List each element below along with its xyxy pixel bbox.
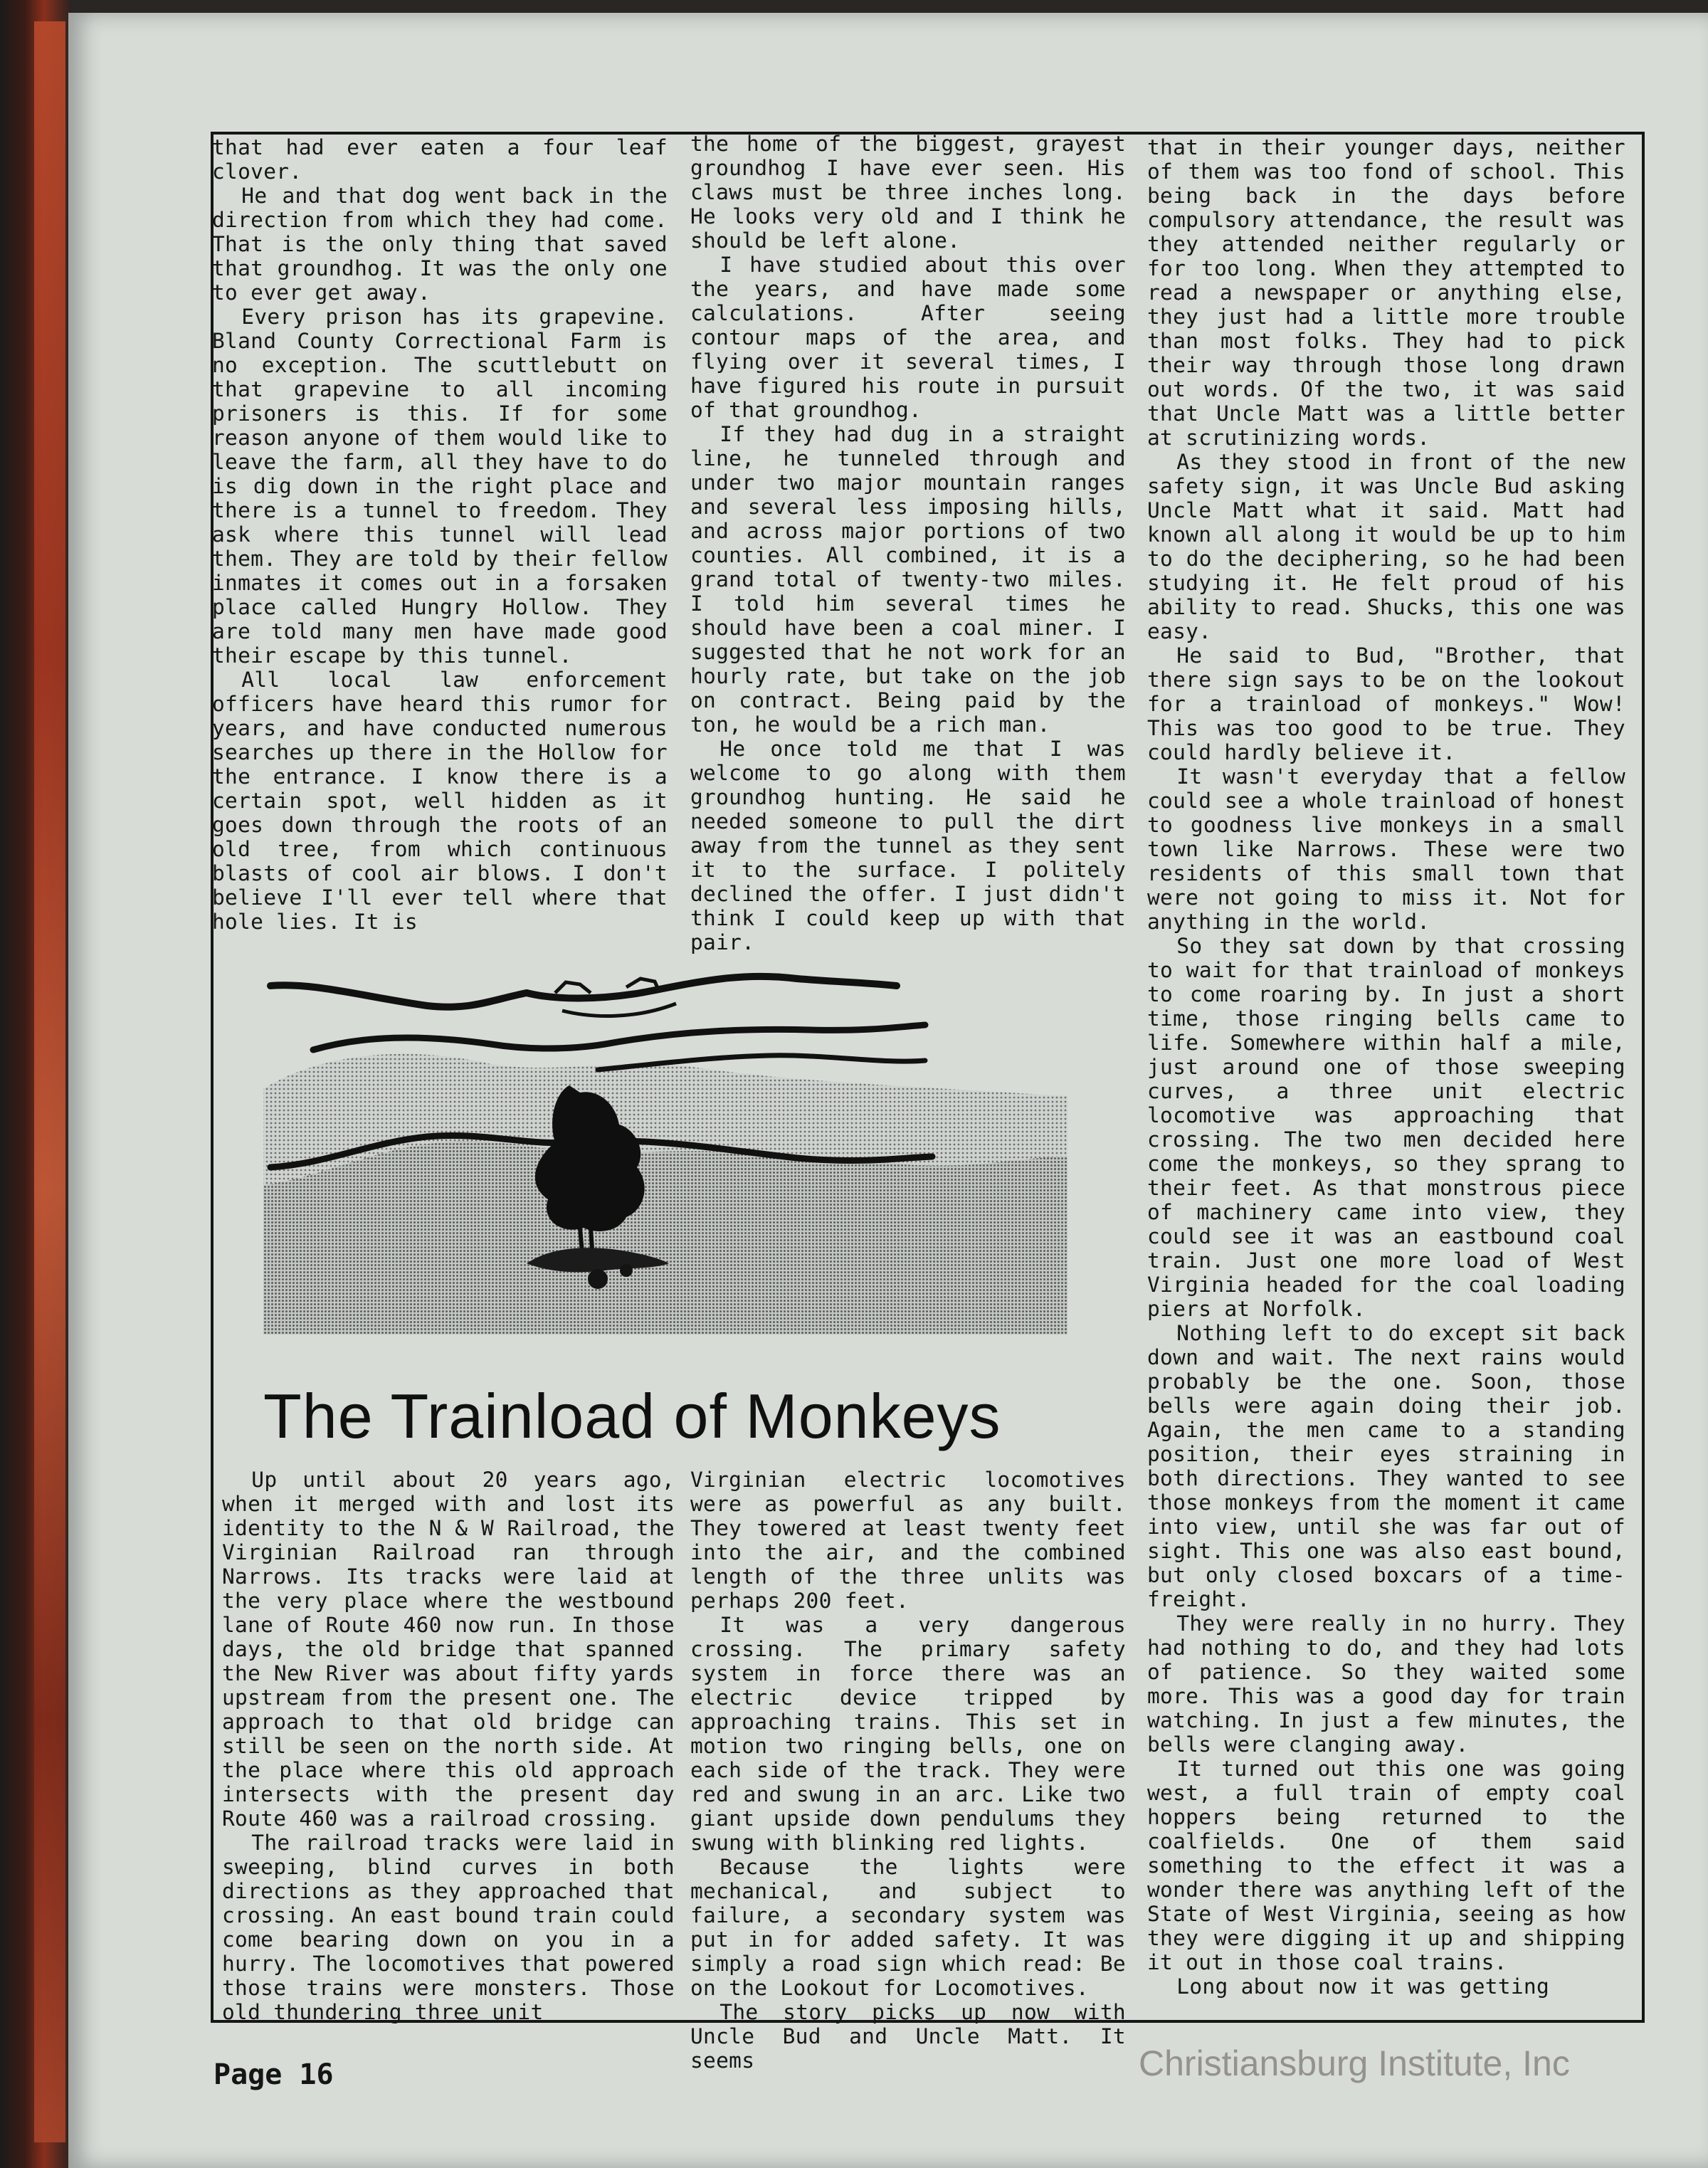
paragraph: It turned out this one was going west, a full train of empty coal hoppers being returned to the coalfields. One of them said something to the effect it was a wonder there was anything left of the State of West Virginia, seeing as how they were digging it up and shipping it out in those coal trains. [1147,1757,1625,1974]
paragraph: that in their younger days, neither of them was too fond of school. This being back in the days before compulsory attendance, the result was they attended neither regularly or for too long. When they attempted to read a newspaper or anything else, they just had a little more trouble than most folks. They had to pick their way through those long drawn out words. Of the two, it was said that Uncle Matt was a little better at scrutinizing words. [1147,135,1625,450]
paragraph: As they stood in front of the new safety sign, it was Uncle Bud asking Uncle Matt what it said. Matt had known all along it would be up to him to do the deciphering, so he had been studying it. He felt proud of his ability to read. Shucks, this one was easy. [1147,450,1625,643]
paragraph: It was a very dangerous crossing. The primary safety system in force there was an electric device tripped by approaching trains. This set in motion two ringing bells, one on each side of the track. They were red and swung in an arc. Like two giant upside down pendulums they swung with blinking red lights. [690,1613,1126,1855]
paragraph: He said to Bud, "Brother, that there sign says to be on the lookout for a trainload of monkeys." Wow! This was too good to be true. They could hardly believe it. [1147,643,1625,764]
column-1 [212,135,668,934]
paragraph: It wasn't everyday that a fellow could see a whole trainload of honest to goodness live monkeys in a small town like Narrows. These were two residents of this small town that were not going to miss it. Not for anything in the world. [1147,764,1625,934]
article-title: The Trainload of Monkeys [263,1381,1001,1451]
paragraph: He once told me that I was welcome to go along with them groundhog hunting. He said he needed someone to pull the dirt away from the tunnel as they sent it to the surface. I politely declined the offer. I just didn't think I could keep up with that pair. [690,737,1126,954]
paragraph: All local law enforcement officers have heard this rumor for years, and have conducted numerous searches up there in the Hollow for the entrance. I know there is a certain spot, well hidden as it goes down through the roots of an old tree, from which continuous blasts of cool air blows. I don't believe I'll ever tell where that hole lies. It is [212,668,668,934]
paragraph: So they sat down by that crossing to wait for that trainload of monkeys to come roaring by. In just a short time, those ringing bells came to life. Somewhere within half a mile, just around one of those sweeping curves, a three unit electric locomotive was approaching that crossing. The two men decided here come the monkeys, so they sprang to their feet. As that monstrous piece of machinery came into view, they could see it was an eastbound coal train. Just one more load of West Virginia headed for the coal loading piers at Norfolk. [1147,934,1625,1321]
paragraph: Every prison has its grapevine. Bland County Correctional Farm is no exception. The scuttlebutt on that grapevine to all incoming prisoners is this. If for some reason anyone of them would like to leave the farm, all they have to do is dig down in the right place and there is a tunnel to freedom. They ask where this tunnel will lead them. They are told by their fellow inmates it comes out in a forsaken place called Hungry Hollow. They are told many men have made good their escape by this tunnel. [212,305,668,668]
column-4 [222,1468,675,2024]
paragraph: He and that dog went back in the direction from which they had come. That is the only thing that saved that groundhog. It was the only one to ever get away. [212,184,668,305]
paragraph: the home of the biggest, grayest groundhog I have ever seen. His claws must be three inches long. He looks very old and I think he should be left alone. [690,132,1126,253]
paragraph: I have studied about this over the years, and have made some calculations. After seeing contour maps of the area, and flying over it several times, I have figured his route in pursuit of that groundhog. [690,253,1126,422]
watermark: Christiansburg Institute, Inc [1139,2043,1570,2083]
paragraph: The story picks up now with Uncle Bud and Uncle Matt. It seems [690,2000,1126,2073]
landscape-illustration [256,950,1075,1349]
page-number: Page 16 [214,2058,334,2091]
paragraph: Virginian electric locomotives were as powerful as any built. They towered at least twenty feet into the air, and the combined length of the three unlits was perhaps 200 feet. [690,1468,1126,1613]
paragraph: Nothing left to do except sit back down and wait. The next rains would probably be the one. Soon, those bells were again doing their job. Again, the men came to a standing position, their eyes straining in both directions. They wanted to see those monkeys from the moment it came into view, until she was far out of sight. This one was also east bound, but only closed boxcars of a time-freight. [1147,1321,1625,1611]
column-2 [690,132,1126,954]
paragraph: Because the lights were mechanical, and subject to failure, a secondary system was put in for added safety. It was simply a road sign which read: Be on the Lookout for Locomotives. [690,1855,1126,2000]
paragraph: If they had dug in a straight line, he tunneled through and under two major mountain ranges and several less imposing hills, and across major portions of two counties. All combined, it is a grand total of twenty-two miles. I told him several times he should have been a coal miner. I suggested that he not work for an hourly rate, but take on the job on contract. Being paid by the ton, he would be a rich man. [690,422,1126,737]
cover-edge [34,21,65,2142]
paragraph: They were really in no hurry. They had nothing to do, and they had lots of patience. So they waited some more. This was a good day for train watching. In just a few minutes, the bells were clanging away. [1147,1611,1625,1757]
paragraph: The railroad tracks were laid in sweeping, blind curves in both directions as they approached that crossing. An east bound train could come bearing down on you in a hurry. The locomotives that powered those trains were monsters. Those old thundering three unit [222,1831,675,2024]
paragraph: Long about now it was getting [1176,1974,1550,1999]
column-3 [1147,135,1625,1999]
paragraph: that had ever eaten a four leaf clover. [212,135,668,184]
paragraph: Up until about 20 years ago, when it merged with and lost its identity to the N & W Railroad, the Virginian Railroad ran through Narrows. Its tracks were laid at the very place where the westbound lane of Route 460 now run. In those days, the old bridge that spanned the New River was about fifty yards upstream from the present one. The approach to that old bridge can still be seen on the north side. At the place where this old approach intersects with the present day Route 460 was a railroad crossing. [222,1468,675,1831]
column-5 [690,1468,1126,2073]
